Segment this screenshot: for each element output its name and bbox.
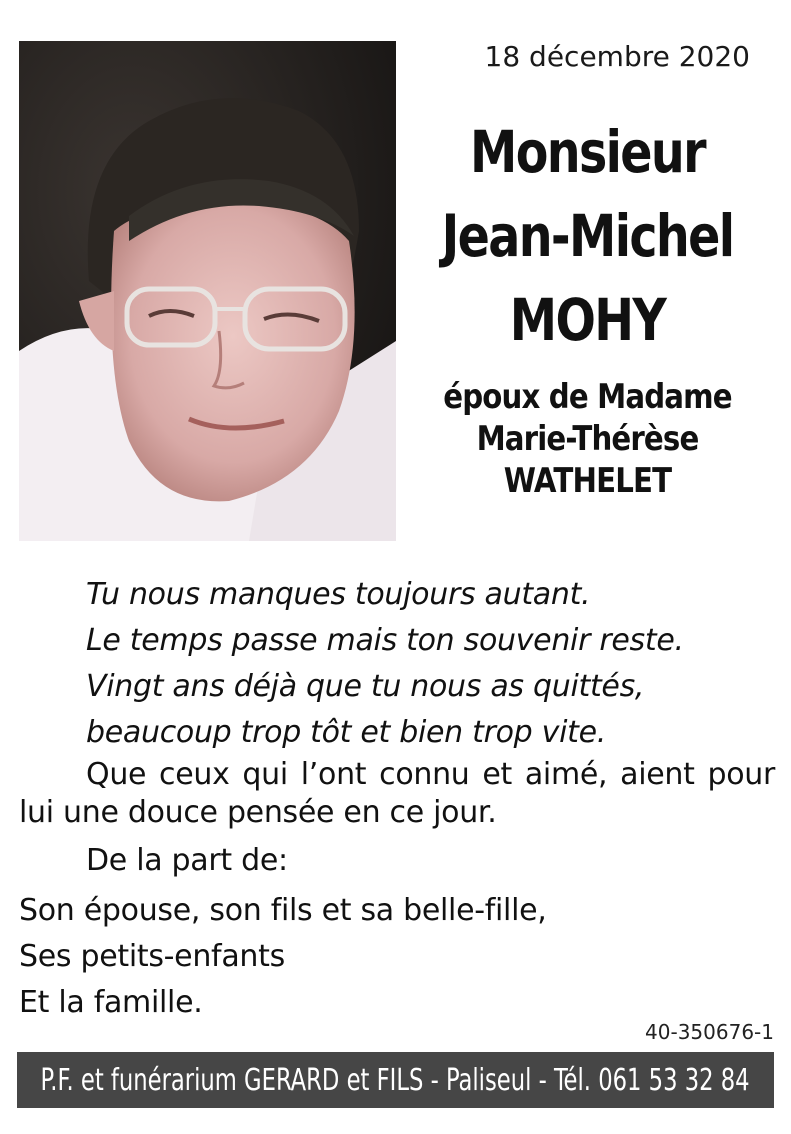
message-body — [19, 756, 775, 1026]
poem-line: Vingt ans déjà que tu nous as quittés, — [86, 669, 645, 704]
family-line: Et la famille. — [19, 985, 203, 1020]
reference-number: 40-350676-1 — [645, 1020, 774, 1044]
portrait-illustration — [19, 41, 396, 541]
spouse-line: WATHELET — [503, 461, 672, 501]
family-line: Ses petits-enfants — [19, 939, 285, 974]
family-list — [19, 888, 775, 1026]
funeral-home-text: P.F. et funérarium GERARD et FILS - Paliseul - Tél. 061 53 32 84 — [40, 1062, 751, 1098]
name-last: MOHY — [509, 286, 666, 354]
publication-date: 18 décembre 2020 — [484, 40, 750, 73]
portrait-photo — [19, 41, 396, 541]
from-label: De la part de: — [86, 843, 288, 878]
spouse-info — [400, 376, 775, 502]
spouse-line: Marie-Thérèse — [476, 419, 699, 459]
deceased-name — [400, 110, 775, 362]
name-title: Monsieur — [470, 118, 705, 186]
spouse-line: époux de Madame — [443, 377, 732, 417]
family-line: Son épouse, son fils et sa belle-fille, — [19, 893, 547, 928]
name-first: Jean-Michel — [441, 202, 734, 270]
remembrance-paragraph: Que ceux qui l’ont connu et aimé, aient pour lui une douce pensée en ce jour. — [19, 757, 775, 830]
funeral-home-banner — [17, 1052, 774, 1108]
poem-line: beaucoup trop tôt et bien trop vite. — [86, 715, 607, 750]
poem-line: Le temps passe mais ton souvenir reste. — [86, 623, 684, 658]
poem-line: Tu nous manques toujours autant. — [86, 577, 591, 612]
poem — [86, 572, 776, 756]
